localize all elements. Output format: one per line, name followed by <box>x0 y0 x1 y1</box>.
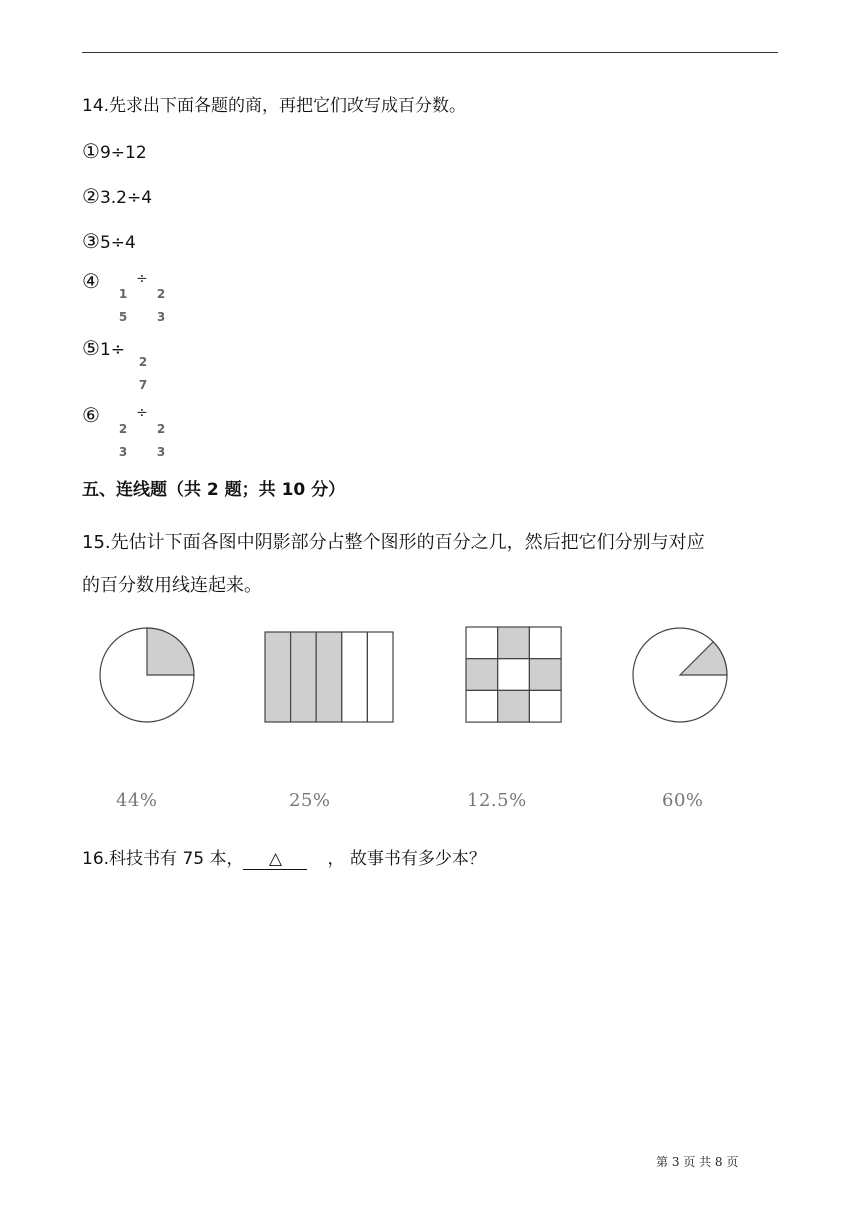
q16-suffix: ， 故事书有多少本？ <box>327 849 486 869</box>
fraction-denominator: 3 <box>156 310 166 324</box>
fraction-numerator: 1 <box>118 287 128 301</box>
q15-line-1: 15.先估计下面各图中阴影部分占整个图形的百分之几，然后把它们分别与对应 <box>82 532 705 553</box>
figure-grid <box>465 626 562 723</box>
q14-item-6-marker: ⑥ <box>82 403 100 427</box>
q14-title: 14.先求出下面各题的商，再把它们改写成百分数。 <box>82 96 467 116</box>
section-title: 五、连线题（共 2 题；共 10 分） <box>82 480 346 500</box>
fraction-2-3-right <box>154 418 168 464</box>
figure-quarter-circle <box>98 626 196 724</box>
item-marker: ⑤ <box>82 336 100 360</box>
percent-label-60: 60% <box>662 790 704 811</box>
figure-eighth-circle <box>631 626 729 724</box>
item-marker: ③ <box>82 229 100 253</box>
q14-item-5 <box>82 337 125 361</box>
fraction-denominator: 3 <box>118 445 128 459</box>
q14-item-1 <box>82 140 147 164</box>
item-marker: ① <box>82 139 100 163</box>
percent-label-44: 44% <box>116 790 158 811</box>
figure-striped-rectangle <box>264 631 394 723</box>
percent-label-25: 25% <box>289 790 331 811</box>
answer-blank[interactable]: △ <box>243 849 307 870</box>
fraction-numerator: 2 <box>138 355 148 369</box>
item-expression: 9÷12 <box>99 143 147 163</box>
fraction-denominator: 5 <box>118 310 128 324</box>
fraction-numerator: 2 <box>156 422 166 436</box>
item-expression: 3.2÷4 <box>99 188 153 208</box>
division-sign: ÷ <box>136 405 148 421</box>
header-rule <box>82 52 778 53</box>
fraction-2-7 <box>136 351 150 397</box>
fraction-1-5 <box>116 283 130 329</box>
q15-line-2: 的百分数用线连起来。 <box>82 575 262 596</box>
fraction-2-3-left <box>116 418 130 464</box>
fraction-numerator: 2 <box>156 287 166 301</box>
q16-line <box>82 848 486 870</box>
q14-item-4-marker: ④ <box>82 269 100 293</box>
division-sign: ÷ <box>136 271 148 287</box>
fraction-2-3 <box>154 283 168 329</box>
fraction-numerator: 2 <box>118 422 128 436</box>
percent-label-12-5: 12.5% <box>467 790 527 811</box>
q16-prefix: 16.科技书有 75 本， <box>82 849 244 869</box>
item-marker: ② <box>82 184 100 208</box>
item-expression: 5÷4 <box>99 233 136 253</box>
q14-item-2 <box>82 185 152 209</box>
fraction-denominator: 7 <box>138 378 148 392</box>
item-expression: 1÷ <box>99 340 125 360</box>
page-number: 第 3 页 共 8 页 <box>656 1155 739 1169</box>
fraction-denominator: 3 <box>156 445 166 459</box>
q14-item-3 <box>82 230 136 254</box>
